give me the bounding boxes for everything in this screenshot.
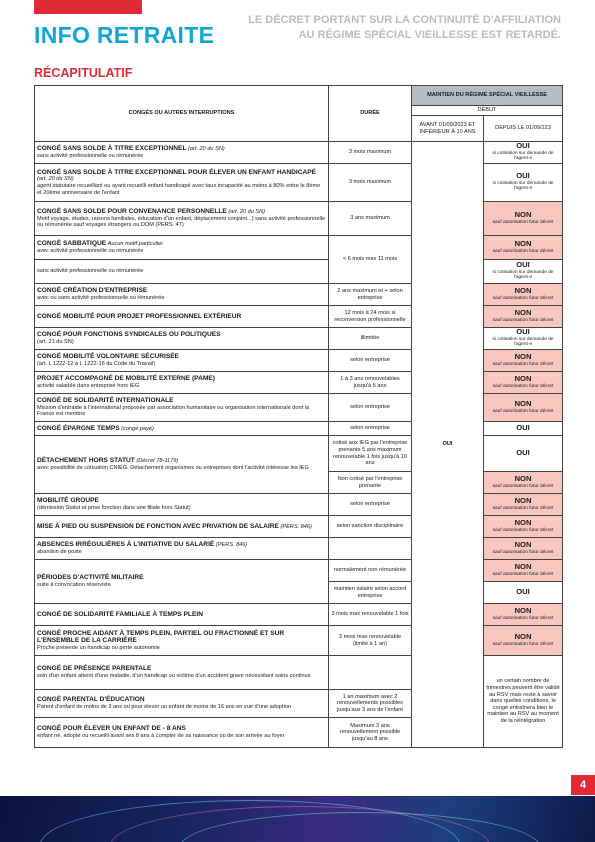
conge-desc: Mission d'entraide à l'international proposée par association humanitaire ou organisation internationale dont la France est membre [37, 404, 310, 418]
conge-title: CONGÉ CRÉATION D'ENTREPRISE [37, 287, 148, 295]
table-row [35, 626, 563, 656]
duree-cell: 3 mois max renouvelable (limité à 1 an) [329, 626, 412, 656]
conge-cell [35, 626, 329, 656]
table-row [35, 306, 563, 328]
conge-title: PROJET ACCOMPAGNÉ DE MOBILITÉ EXTERNE (PAME) [37, 375, 215, 383]
status-cell [484, 202, 563, 236]
conge-title: CONGÉ MOBILITÉ VOLONTAIRE SÉCURISÉE [37, 353, 180, 361]
status-value: OUI [516, 422, 530, 432]
duree-cell: 12 mois à 24 mois si reconversion professionnelle [329, 306, 412, 328]
conge-cell [35, 260, 329, 284]
conge-desc: (art. L 1222-12 à L 1222-16 du Code du Travail) [37, 361, 156, 367]
status-note: si cotisation sur demande de l'agent·e [492, 269, 554, 281]
status-note: sauf autorisation futur décret [492, 615, 554, 621]
conge-desc: suite à convocation réserviste [37, 582, 111, 588]
conge-title: CONGÉ MOBILITÉ POUR PROJET PROFESSIONNEL EXTÉRIEUR [37, 312, 242, 320]
status-cell [484, 142, 563, 164]
status-note: sauf autorisation futur décret [492, 383, 554, 389]
status-value: NON [514, 238, 532, 248]
status-cell [484, 604, 563, 626]
conge-cell [35, 142, 329, 164]
conge-cell [35, 284, 329, 306]
subtitle-line-2: AU RÉGIME SPÉCIAL VIEILLESSE EST RETARDÉ. [298, 29, 561, 41]
conge-desc: (démission Statut et prise fonction dans une filiale hors Statut) [37, 505, 191, 511]
status-cell [484, 164, 563, 202]
conge-desc: avec activité professionnelle ou rémunérée [37, 248, 144, 254]
table-row [35, 236, 563, 260]
duree-cell [329, 538, 412, 560]
duree-cell: selon entreprise [329, 422, 412, 436]
status-value: NON [514, 473, 532, 483]
status-note: sauf autorisation futur décret [492, 571, 554, 577]
conge-title: MISE À PIED OU SUSPENSION DE FONCTION AVEC PRIVATION DE SALAIRE [37, 522, 279, 530]
duree-cell: 1 an maximum avec 2 renouvellements possibles jusqu'aux 3 ans de l'enfant [329, 690, 412, 718]
status-note: sauf autorisation futur décret [492, 317, 554, 323]
conge-desc: (art. 21 du SN) [37, 339, 74, 345]
status-note: si cotisation sur demande de l'agent·e [492, 150, 554, 162]
conge-desc: sans activité professionnelle ou rémunérée [37, 153, 144, 159]
status-note: un certain nombre de trimestres peuvent être validé au RSV mais reste à savoir dans quelles conditions, le congé entraînera bien le maintien au RSV au moment de la réintégration [484, 656, 563, 748]
status-cell [484, 328, 563, 350]
table-row [35, 560, 563, 582]
table-row [35, 260, 563, 284]
recap-table [34, 85, 563, 748]
status-note: sauf autorisation futur décret [492, 549, 554, 555]
status-value: NON [514, 631, 532, 641]
status-note: sauf autorisation futur décret [492, 361, 554, 367]
table-row [35, 284, 563, 306]
duree-cell: 3 mois maximum [329, 142, 412, 164]
status-cell [484, 516, 563, 538]
status-cell [484, 422, 563, 436]
conge-title: CONGÉ POUR FONCTIONS SYNDICALES OU POLITIQUES [37, 331, 221, 339]
duree-cell: < 6 mois max 11 mois [329, 236, 412, 284]
table-row [35, 422, 563, 436]
status-note: sauf autorisation futur décret [492, 219, 554, 225]
conge-cell [35, 690, 329, 718]
conge-cell [35, 494, 329, 516]
conge-desc: Motif voyage, études, raisons familiales, éducation d'un enfant, déplacement conjoint...) sans activité professionnelle ou rémunérée sauf voyages étrangers ou DOM (PERS. 47) [37, 215, 326, 229]
page-title: INFO RETRAITE [34, 22, 215, 48]
conge-title: CONGÉ PROCHE AIDANT À TEMPS PLEIN, PARTIEL OU FRACTIONNÉ ET SUR L'ENSEMBLE DE LA CARRIÈRE [37, 629, 285, 645]
status-value: OUI [516, 260, 530, 270]
table-row [35, 538, 563, 560]
conge-cell [35, 422, 329, 436]
conge-title: CONGÉ DE SOLIDARITÉ FAMILIALE À TEMPS PLEIN [37, 610, 203, 618]
conge-desc: soin d'un enfant atteint d'une maladie, d'un handicap ou victime d'un accident grave nécessitant soins continus [37, 673, 311, 679]
conge-cell [35, 516, 329, 538]
status-value: OUI [516, 171, 530, 181]
conge-desc: Proche présente un handicap ou perte autonomie [37, 644, 160, 651]
table-row [35, 202, 563, 236]
section-heading: RÉCAPITULATIF [34, 66, 133, 80]
table-row [35, 394, 563, 422]
conge-cell [35, 164, 329, 202]
conge-desc: enfant né, adopté ou recueilli avant ses 8 ans à compter de sa naissance ou de son arrivée au foyer [37, 733, 285, 739]
conge-ref: (Décret 78-1179) [136, 458, 179, 465]
status-cell [484, 560, 563, 582]
duree-cell: 1 à 3 ans renouvelables jusqu'à 5 ans [329, 372, 412, 394]
table-row [35, 656, 563, 690]
conge-cell [35, 236, 329, 260]
conge-title: DÉTACHEMENT HORS STATUT [37, 457, 135, 465]
top-red-bar [34, 0, 142, 14]
table-row [35, 494, 563, 516]
conge-title: CONGÉ ÉPARGNE TEMPS [37, 424, 120, 432]
status-value: NON [514, 285, 532, 295]
status-cell [484, 494, 563, 516]
duree-cell: selon entreprise [329, 350, 412, 372]
header-debut: DÉBUT [412, 106, 563, 116]
duree-cell: 3 mois maximum [329, 164, 412, 202]
conge-title: CONGÉ POUR ÉLEVER UN ENFANT DE - 8 ANS [37, 725, 186, 733]
conge-cell [35, 202, 329, 236]
status-value: NON [514, 517, 532, 527]
status-note: sauf autorisation futur décret [492, 248, 554, 254]
footer-banner [0, 796, 595, 842]
duree-cell: Non cotisé par l'entreprise prenante [329, 472, 412, 494]
status-value: NON [514, 307, 532, 317]
conge-ref: (PERS. 846) [215, 542, 248, 549]
conge-cell [35, 538, 329, 560]
status-value: OUI [516, 586, 530, 596]
duree-cell: normalement non rémunérée [329, 560, 412, 582]
duree-cell: 3 mois max renouvelable 1 fois [329, 604, 412, 626]
conge-desc: abandon de poste [37, 549, 82, 555]
conge-desc: avec ou sans activité professionnelle ou rémunérée [37, 295, 165, 301]
status-value: NON [514, 495, 532, 505]
conge-title: CONGÉ SANS SOLDE À TITRE EXCEPTIONNEL [37, 145, 187, 153]
duree-cell: illimitée [329, 328, 412, 350]
conge-ref: (art. 20 du SN) [37, 176, 74, 183]
page-subtitle [231, 13, 561, 43]
status-note: sauf autorisation futur décret [492, 295, 554, 301]
table-row [35, 516, 563, 538]
status-value: NON [514, 398, 532, 408]
conge-desc: activité salariée dans entreprise hors IEG [37, 383, 140, 389]
conge-title: MOBILITÉ GROUPE [37, 497, 99, 505]
duree-cell: selon sanction disciplinaire [329, 516, 412, 538]
duree-cell: 2 ans maximum et + selon entreprise [329, 284, 412, 306]
status-cell [484, 284, 563, 306]
status-note: sauf autorisation futur décret [492, 483, 554, 489]
conge-title: CONGÉ PARENTAL D'ÉDUCATION [37, 696, 145, 704]
conge-cell [35, 394, 329, 422]
status-value: OUI [516, 447, 530, 457]
conge-title: PÉRIODES D'ACTIVITÉ MILITAIRE [37, 574, 144, 582]
status-value: NON [514, 209, 532, 219]
status-value: NON [514, 351, 532, 361]
status-cell [484, 538, 563, 560]
conge-ref: (art. 20 du SN) [228, 209, 266, 216]
conge-desc: agent statutaire recueillant ou ayant recueilli enfant handicapé avec taux incapacité au moins à 80% entre le 8ème et 20ème anniversaire de l'enfant [37, 183, 321, 196]
status-value: OUI [516, 327, 530, 337]
conge-title: CONGÉ SANS SOLDE POUR CONVENANCE PERSONNELLE [37, 208, 227, 216]
conge-cell [35, 328, 329, 350]
conge-title: CONGÉ DE SOLIDARITÉ INTERNATIONALE [37, 397, 174, 405]
status-cell [484, 436, 563, 472]
conge-cell [35, 604, 329, 626]
table-row [35, 350, 563, 372]
status-cell [484, 394, 563, 422]
duree-cell: Maximum 3 ans renouvellement possible jusqu'au 8 ans [329, 718, 412, 748]
status-note: si cotisation sur demande de l'agent·e [492, 180, 554, 192]
conge-ref: Aucun motif particulier [107, 241, 164, 248]
conge-cell [35, 350, 329, 372]
header-depuis: DEPUIS LE 01/09/223 [484, 116, 563, 142]
status-value: NON [514, 605, 532, 615]
conge-title: ABSENCES IRRÉGULIÈRES À L'INITIATIVE DU SALARIÉ [37, 541, 215, 549]
conge-cell [35, 372, 329, 394]
duree-cell: selon entreprise [329, 394, 412, 422]
status-cell [484, 372, 563, 394]
conge-ref: (PERS. 846) [280, 523, 312, 530]
status-value: NON [514, 373, 532, 383]
table-row [35, 328, 563, 350]
header-avant: AVANT 01/09/2023 ET INFÉRIEUR À 10 ANS [412, 116, 484, 142]
subtitle-line-1: LE DÉCRET PORTANT SUR LA CONTINUITÉ D'AFFILIATION [248, 14, 561, 26]
status-cell [484, 306, 563, 328]
status-note: sauf autorisation futur décret [492, 505, 554, 511]
table-row [35, 372, 563, 394]
conge-cell [35, 306, 329, 328]
duree-cell: cotisé aux IEG par l'entreprise prenante 5 ans maximum renouvelable 1 fois jusqu'à 10 ans [329, 436, 412, 472]
conge-desc: Parent d'enfant de moins de 3 ans ou pour élever un enfant de moins de 16 ans en vue d'une adoption [37, 704, 292, 710]
duree-cell: maintien salaire selon accord entreprise [329, 582, 412, 604]
duree-cell: selon entreprise [329, 494, 412, 516]
duree-cell [329, 656, 412, 690]
header-conges: CONGÉS OU AUTRES INTERRUPTIONS [35, 86, 329, 142]
conge-ref: (art. 20 du SN) [188, 146, 225, 153]
status-note: sauf autorisation futur décret [492, 527, 554, 533]
status-note: sauf autorisation futur décret [492, 408, 554, 414]
status-value: NON [514, 561, 532, 571]
table-row [35, 164, 563, 202]
table-row [35, 142, 563, 164]
conge-desc: sans activité professionnelle ou rémunérée [37, 268, 144, 275]
conge-desc: avec possibilité de cotisation CNIEG. Détachement organismes ou entreprises dont l'activité intéresse les IEG [37, 465, 309, 471]
conge-title: CONGÉ DE PRÉSENCE PARENTALE [37, 665, 152, 673]
conge-cell [35, 436, 329, 494]
status-cell [484, 582, 563, 604]
avant-cell: OUI [412, 142, 484, 748]
conge-cell [35, 718, 329, 748]
status-value: NON [514, 539, 532, 549]
status-cell [484, 260, 563, 284]
status-cell [484, 626, 563, 656]
status-cell [484, 472, 563, 494]
header-duree: DURÉE [329, 86, 412, 142]
conge-title: CONGÉ SABBATIQUE [37, 240, 107, 248]
conge-ref: (congé payé) [121, 425, 154, 432]
conge-cell [35, 656, 329, 690]
status-note: sauf autorisation futur décret [492, 641, 554, 647]
status-value: OUI [516, 141, 530, 151]
duree-cell: 3 ans maximum [329, 202, 412, 236]
status-cell [484, 350, 563, 372]
table-body [35, 142, 563, 748]
table-row [35, 436, 563, 472]
header-maintien: MAINTIEN DU RÉGIME SPÉCIAL VIEILLESSE [412, 86, 563, 106]
page-number: 4 [571, 775, 595, 795]
conge-title: CONGÉ SANS SOLDE À TITRE EXCEPTIONNEL POUR ÉLEVER UN ENFANT HANDICAPÉ [37, 168, 317, 176]
conge-cell [35, 560, 329, 604]
status-cell [484, 236, 563, 260]
status-note: si cotisation sur demande de l'agent·e [492, 336, 554, 348]
table-row [35, 604, 563, 626]
